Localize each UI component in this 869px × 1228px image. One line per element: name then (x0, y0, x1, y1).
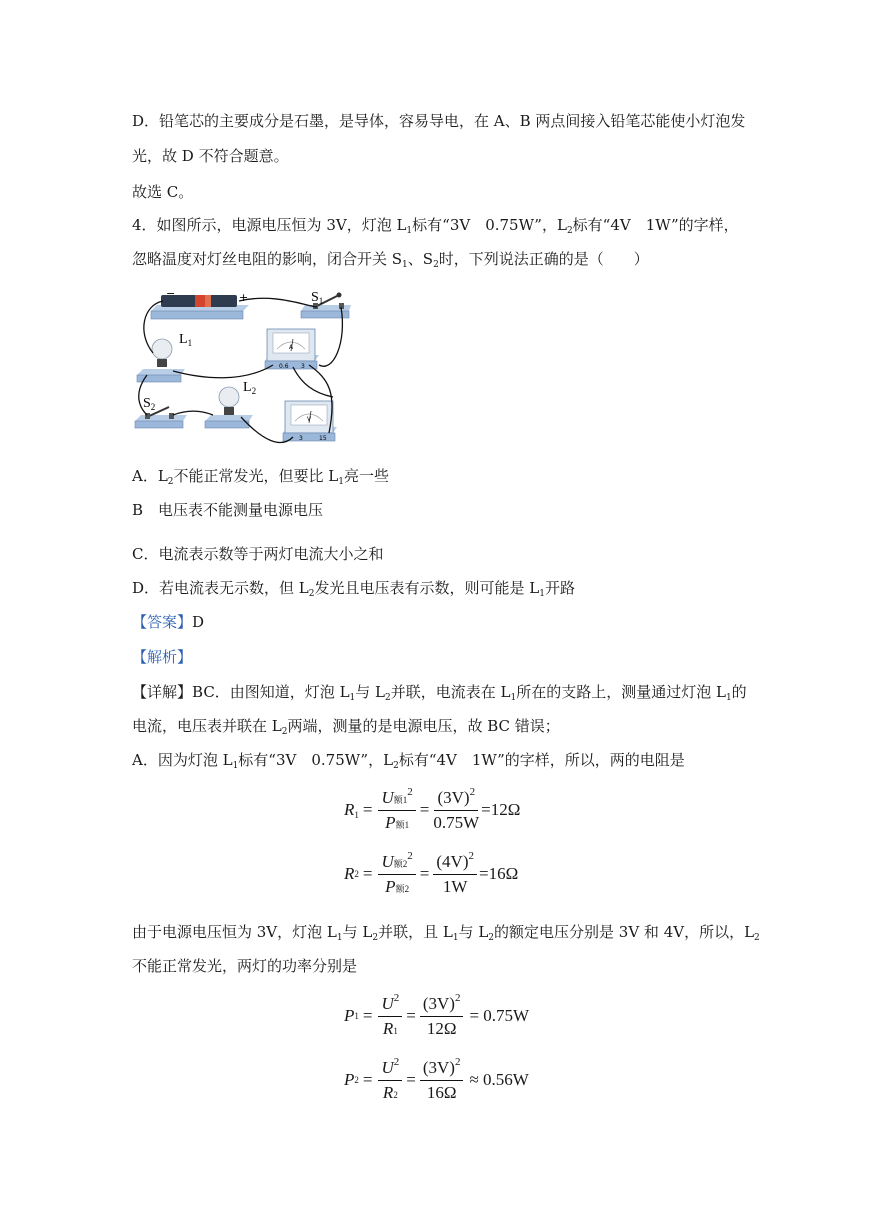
equation-r1: R 1 = $\frac{U额1^2}{\text{P额1}}$ = $\frac{(3V)^2}{0.75W}$ =12Ω (344, 786, 521, 832)
power-line1: 由于电源电压恒为 3V，灯泡 $L_1$与 $L_2$并联，且 $L_1$与 $L_2$的额定电压分别是 3V 和 4V，所以，$L_2$ (132, 923, 760, 943)
option-c: C．电流表示数等于两灯电流大小之和 (132, 545, 384, 563)
analysis-tag: 【解析】 (132, 648, 193, 666)
equation-p2: P 2 = $\frac{U^2}{R2}$ = $\frac{(3V)^2}{16\Omega}$ ≈ 0.56W (344, 1056, 529, 1102)
option-a: A．$L_2$不能正常发光，但要比 $L_1$亮一些 (132, 467, 390, 487)
s1-label: $S_1$ (311, 290, 324, 306)
l1-label: $L_1$ (179, 332, 193, 348)
voltmeter-scale-15: 15 (319, 435, 327, 442)
detail-line3: A．因为灯泡 $L_1$标有“3V 0.75W”，$L_2$标有“4V 1W”的字样，所以，两的电阻是 (132, 751, 685, 771)
voltmeter-scale-3: 3 (299, 435, 303, 442)
detail-line1: 【详解】BC．由图知道，灯泡 $L_1$与 $L_2$并联，电流表在 $L_1$所在的支路上，测量通过灯泡 $L_1$的 (132, 683, 747, 703)
equation-p1: P 1 = $\frac{U^2}{R1}$ = $\frac{(3V)^2}{12\Omega}$ = 0.75W (344, 992, 530, 1038)
power-line2: 不能正常发光，两灯的功率分别是 (132, 957, 358, 975)
question-4-line1: 4．如图所示，电源电压恒为 3V，灯泡 $L_1$标有“3V 0.75W”，$L_2$标有“4V 1W”的字样， (132, 216, 739, 236)
answer-tag: 【答案】 (132, 613, 193, 631)
battery-plus-label: + (239, 291, 249, 304)
l2-label: $L_2$ (243, 380, 257, 396)
ammeter-label: A (289, 344, 294, 351)
option-d: D．若电流表无示数，但 $L_2$发光且电压表有示数，则可能是 $L_1$开路 (132, 579, 575, 599)
answer-value: D (192, 613, 205, 631)
answer-line (132, 612, 204, 632)
ammeter-scale-3: 3 (301, 363, 305, 370)
question-4-line2: 忽略温度对灯丝电阻的影响，闭合开关 $S_1$、$S_2$时，下列说法正确的是（ ） (132, 250, 649, 270)
text-line-d-cont: 光，故 D 不符合题意。 (132, 147, 289, 165)
battery-minus-label: − (166, 287, 176, 300)
s2-label: $S_2$ (143, 396, 156, 412)
detail-tag: 【详解】 (132, 683, 193, 701)
circuit-figure (133, 283, 351, 449)
equation-r2: R 2 = $\frac{U额2^2}{\text{P额2}}$ = $\frac{(4V)^2}{1W}$ =16Ω (344, 850, 519, 896)
text-line-choose-c: 故选 C。 (132, 183, 194, 201)
ammeter-scale-06: 0.6 (279, 363, 289, 370)
text-line-d-option: D．铅笔芯的主要成分是石墨，是导体，容易导电，在 A、B 两点间接入铅笔芯能使小灯泡发 (132, 112, 746, 130)
detail-line2: 电流，电压表并联在 $L_2$两端，测量的是电源电压，故 BC 错误； (132, 717, 560, 737)
voltmeter-label: V (307, 416, 312, 423)
option-b: B 电压表不能测量电源电压 (132, 501, 324, 519)
